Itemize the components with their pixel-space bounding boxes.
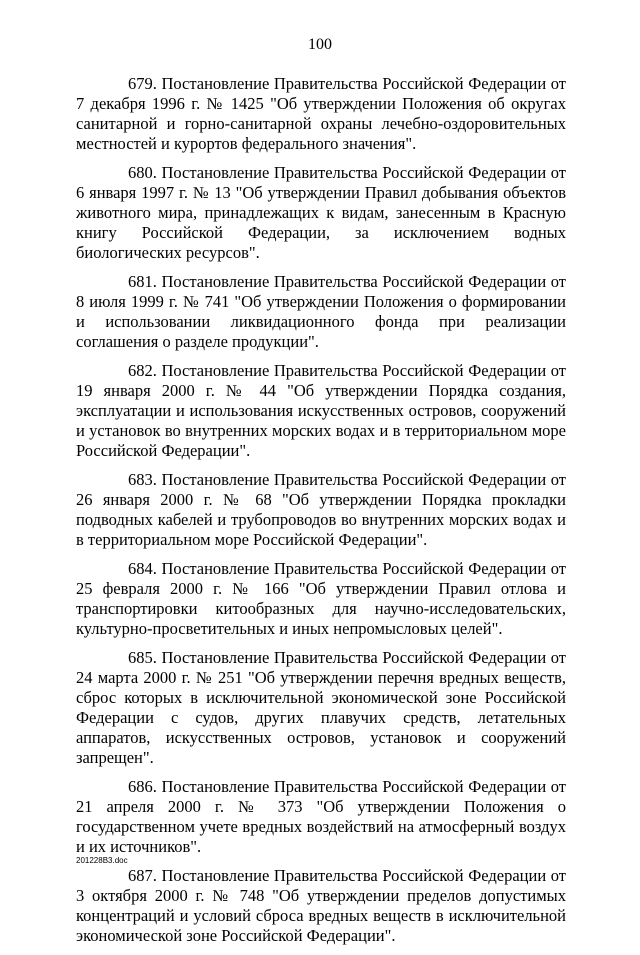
list-item: 680. Постановление Правительства Российской Федерации от 6 января 1997 г. № 13 "Об утверждении Правил добывания объектов животного мира, принадлежащих к видам, занесенным в Красную книгу Российской Федерации, за исключением водных биологических ресурсов". [76,163,566,262]
list-item: 687. Постановление Правительства Российской Федерации от 3 октября 2000 г. № 748 "Об утверждении пределов допустимых концентраций и условий сброса вредных веществ в исключительной экономической зоне Российской Федерации". [76,866,566,945]
list-item: 683. Постановление Правительства Российской Федерации от 26 января 2000 г. № 68 "Об утверждении Порядка прокладки подводных кабелей и трубопроводов во внутренних морских водах и в территориальном море Российской Федерации". [76,470,566,549]
list-item: 684. Постановление Правительства Российской Федерации от 25 февраля 2000 г. № 166 "Об утверждении Правил отлова и транспортировки китообразных для научно-исследовательских, культурно-просветительных и иных непромысловых целей". [76,559,566,638]
list-item: 682. Постановление Правительства Российской Федерации от 19 января 2000 г. № 44 "Об утверждении Порядка создания, эксплуатации и использования искусственных островов, сооружений и установок во внутренних морских водах и в территориальном море Российской Федерации". [76,361,566,460]
footer-filename: 201228B3.doc [76,856,128,865]
list-item: 679. Постановление Правительства Российской Федерации от 7 декабря 1996 г. № 1425 "Об утверждении Положения об округах санитарной и горно-санитарной охраны лечебно-оздоровительных местностей и курортов федерального значения". [76,74,566,153]
page-number: 100 [308,36,332,53]
document-body [76,74,566,955]
list-item: 681. Постановление Правительства Российской Федерации от 8 июля 1999 г. № 741 "Об утверждении Положения о формировании и использовании ликвидационного фонда при реализации соглашения о разделе продукции". [76,272,566,351]
list-item: 685. Постановление Правительства Российской Федерации от 24 марта 2000 г. № 251 "Об утверждении перечня вредных веществ, сброс которых в исключительной экономической зоне Российской Федерации с судов, других плавучих средств, летательных аппаратов, искусственных островов, установок и сооружений запрещен". [76,648,566,767]
list-item: 686. Постановление Правительства Российской Федерации от 21 апреля 2000 г. № 373 "Об утверждении Положения о государственном учете вредных воздействий на атмосферный воздух и их источников". [76,777,566,856]
